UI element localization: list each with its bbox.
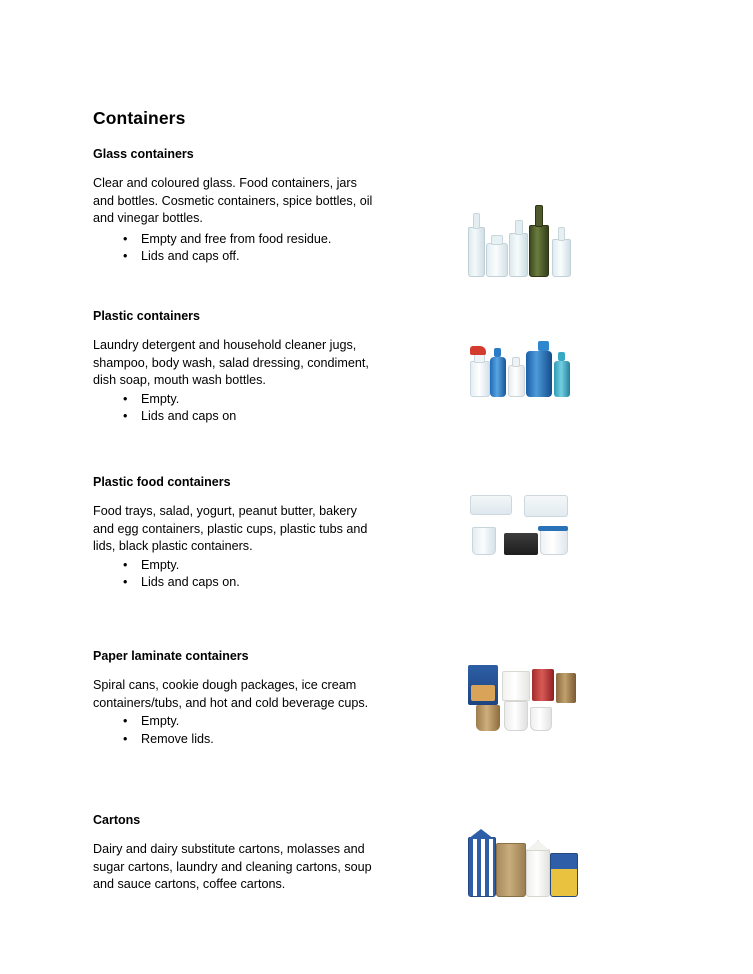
section-plastic-containers (93, 309, 653, 459)
section-glass-containers (93, 147, 653, 277)
list-item: • Empty. (141, 557, 378, 575)
section-bullet-list (93, 391, 378, 427)
section-body: Food trays, salad, yogurt, peanut butter, bakery and egg containers, plastic cups, plastic tubs and lids, black plastic containers. (93, 504, 368, 553)
list-item: • Empty. (141, 391, 378, 409)
section-text-column (93, 649, 378, 749)
section-body: Spiral cans, cookie dough packages, ice cream containers/tubs, and hot and cold beverage cups. (93, 678, 369, 710)
section-text-column (93, 147, 378, 266)
list-item: • Remove lids. (141, 731, 378, 749)
section-heading: Cartons (93, 813, 141, 827)
section-text-column (93, 309, 378, 426)
paper-laminate-containers-photo (468, 655, 578, 731)
section-bullet-list (93, 231, 378, 267)
list-item: • Lids and caps on (141, 408, 378, 426)
section-body: Dairy and dairy substitute cartons, molasses and sugar cartons, laundry and cleaning cartons, soup and sauce cartons, coffee cartons. (93, 842, 372, 891)
list-item: • Lids and caps on. (141, 574, 378, 592)
section-text-column (93, 813, 378, 894)
document-content (93, 108, 653, 929)
section-body: Laundry detergent and household cleaner jugs, shampoo, body wash, salad dressing, condiment, dish soap, mouth wash bottles. (93, 338, 369, 387)
list-item: • Lids and caps off. (141, 248, 378, 266)
section-heading: Plastic food containers (93, 475, 231, 489)
section-heading: Paper laminate containers (93, 649, 249, 663)
page-title: Containers (93, 108, 186, 128)
section-cartons (93, 813, 653, 923)
section-paper-laminate-containers (93, 649, 653, 789)
list-item: • Empty and free from food residue. (141, 231, 378, 249)
section-bullet-list (93, 713, 378, 749)
section-body: Clear and coloured glass. Food containers, jars and bottles. Cosmetic containers, spice bottles, oil and vinegar bottles. (93, 176, 373, 225)
list-item: • Empty. (141, 713, 378, 731)
cartons-photo (468, 817, 578, 897)
section-text-column (93, 475, 378, 592)
plastic-bottles-photo (468, 317, 578, 397)
plastic-food-containers-photo (468, 479, 578, 555)
section-plastic-food-containers (93, 475, 653, 625)
section-bullet-list (93, 557, 378, 593)
section-heading: Glass containers (93, 147, 194, 161)
glass-bottles-photo (468, 205, 578, 277)
section-heading: Plastic containers (93, 309, 200, 323)
